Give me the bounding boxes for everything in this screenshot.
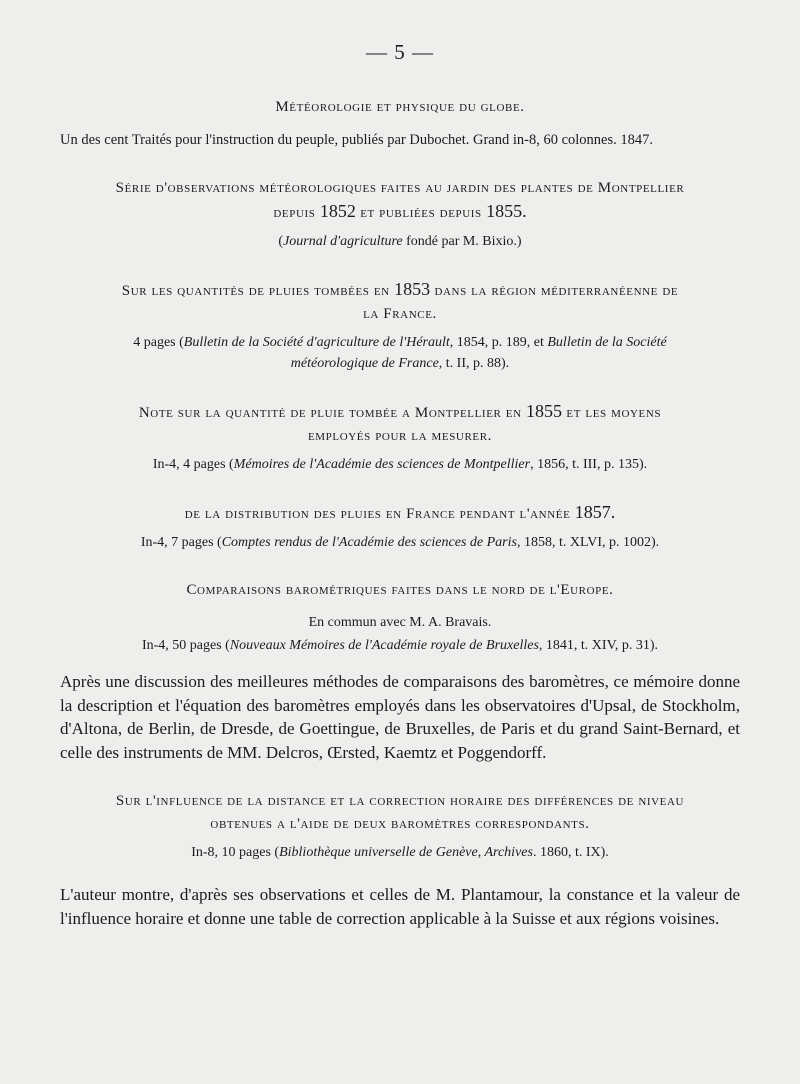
title-text: Sur les quantités de pluies tombées en bbox=[121, 283, 390, 299]
entry-title-line-1: Série d'observations météorologiques faites au jardin des plantes de Montpellier bbox=[115, 180, 685, 196]
year-label: 1855 bbox=[526, 401, 563, 421]
source-prefix: 4 pages ( bbox=[133, 335, 184, 350]
source-suffix: , 1856, t. III, p. 135). bbox=[530, 457, 648, 472]
year-label: 1857. bbox=[574, 502, 616, 522]
source-suffix: , 1841, t. XIV, p. 31). bbox=[538, 638, 659, 653]
entry-source bbox=[60, 231, 740, 252]
entry-title-line-1 bbox=[60, 400, 740, 425]
entry-title-line-1 bbox=[60, 501, 740, 526]
entry-title-line-2 bbox=[60, 200, 740, 225]
year-label: 1852 bbox=[319, 201, 356, 221]
section-title-meteorologie: Météorologie et physique du globe. bbox=[275, 99, 525, 115]
entry-source bbox=[60, 635, 740, 656]
source-rest: fondé par M. Bixio.) bbox=[406, 234, 522, 249]
entry-influence-distance bbox=[60, 790, 740, 930]
title-text: de la distribution des pluies en France pendant l'année bbox=[184, 506, 571, 522]
entry-distribution-1857 bbox=[60, 501, 740, 553]
source-suffix: , 1858, t. XLVI, p. 1002). bbox=[516, 535, 660, 550]
title-text: et les moyens bbox=[566, 405, 662, 421]
source-italic: Mémoires de l'Académie des sciences de Montpellier bbox=[233, 457, 531, 472]
year-label: 1855. bbox=[486, 201, 527, 221]
entry-title-line-1: Comparaisons barométriques faites dans le nord de l'Europe. bbox=[186, 582, 614, 598]
source-italic: météorologique de France bbox=[290, 356, 439, 371]
source-suffix: , t. II, p. 88). bbox=[438, 356, 510, 371]
entry-title-line-2: obtenues a l'aide de deux baromètres correspondants. bbox=[210, 816, 590, 832]
source-prefix: In-4, 4 pages ( bbox=[152, 457, 234, 472]
entry-summary: Après une discussion des meilleures méthodes de comparaisons des baromètres, ce mémoire donne la description et l'équation des baromètres employés dans les observatoires d'Upsal, de Stockholm, d'Altona, de Berlin, de Dresde, de Goettingue, de Bruxelles, de Paris et du grand Saint-Bernard, et celle des instruments de MM. Delcros, Œrsted, Kaemtz et Poggendorff. bbox=[60, 672, 740, 762]
entry-traites: Un des cent Traités pour l'instruction du peuple, publiés par Dubochet. Grand in-8, 60 colonnes. 1847. bbox=[60, 132, 653, 148]
source-italic: Bulletin de la Société bbox=[547, 335, 667, 350]
source-open: ( bbox=[278, 234, 284, 249]
entry-title-line-2: employés pour la mesurer. bbox=[307, 428, 493, 444]
source-italic: Journal d'agriculture bbox=[283, 234, 403, 249]
entry-title-line-2: la France. bbox=[363, 306, 437, 322]
title-text: depuis bbox=[273, 205, 316, 221]
entry-source bbox=[60, 842, 740, 863]
title-text: Note sur la quantité de pluie tombée a Montpellier en bbox=[138, 405, 522, 421]
entry-title-line-1: Sur l'influence de la distance et la correction horaire des différences de niveau bbox=[115, 793, 685, 809]
entry-summary: L'auteur montre, d'après ses observations et celles de M. Plantamour, la constance et la valeur de l'influence horaire et donne une table de correction applicable à la Suisse et aux régions voisines. bbox=[60, 885, 740, 928]
source-italic: Nouveaux Mémoires de l'Académie royale de Bruxelles bbox=[229, 638, 539, 653]
source-italic: Comptes rendus de l'Académie des sciences de Paris bbox=[221, 535, 517, 550]
source-italic: Bibliothèque universelle de Genève, Archives bbox=[279, 845, 533, 860]
entry-source bbox=[60, 332, 740, 374]
entry-serie-observations bbox=[60, 177, 740, 252]
entry-source bbox=[60, 454, 740, 475]
entry-pluies-1853 bbox=[60, 278, 740, 374]
title-text: et publiées depuis bbox=[360, 205, 482, 221]
entry-source bbox=[60, 532, 740, 553]
entry-comparaisons-barometriques bbox=[60, 579, 740, 764]
source-prefix: In-4, 7 pages ( bbox=[140, 535, 222, 550]
source-prefix: In-4, 50 pages ( bbox=[141, 638, 230, 653]
year-label: 1853 bbox=[394, 279, 431, 299]
source-prefix: In-8, 10 pages ( bbox=[191, 845, 280, 860]
source-mid: , 1854, p. 189, et bbox=[449, 335, 548, 350]
source-italic: Bulletin de la Société d'agriculture de l'Hérault bbox=[183, 335, 450, 350]
page-content bbox=[60, 96, 740, 930]
source-suffix: . 1860, t. IX). bbox=[532, 845, 609, 860]
title-text: dans la région méditerranéenne de bbox=[434, 283, 679, 299]
page-number: — 5 — bbox=[366, 40, 434, 64]
entry-collaboration: En commun avec M. A. Bravais. bbox=[308, 615, 492, 630]
entry-title-line-1 bbox=[60, 278, 740, 303]
entry-note-1855 bbox=[60, 400, 740, 475]
